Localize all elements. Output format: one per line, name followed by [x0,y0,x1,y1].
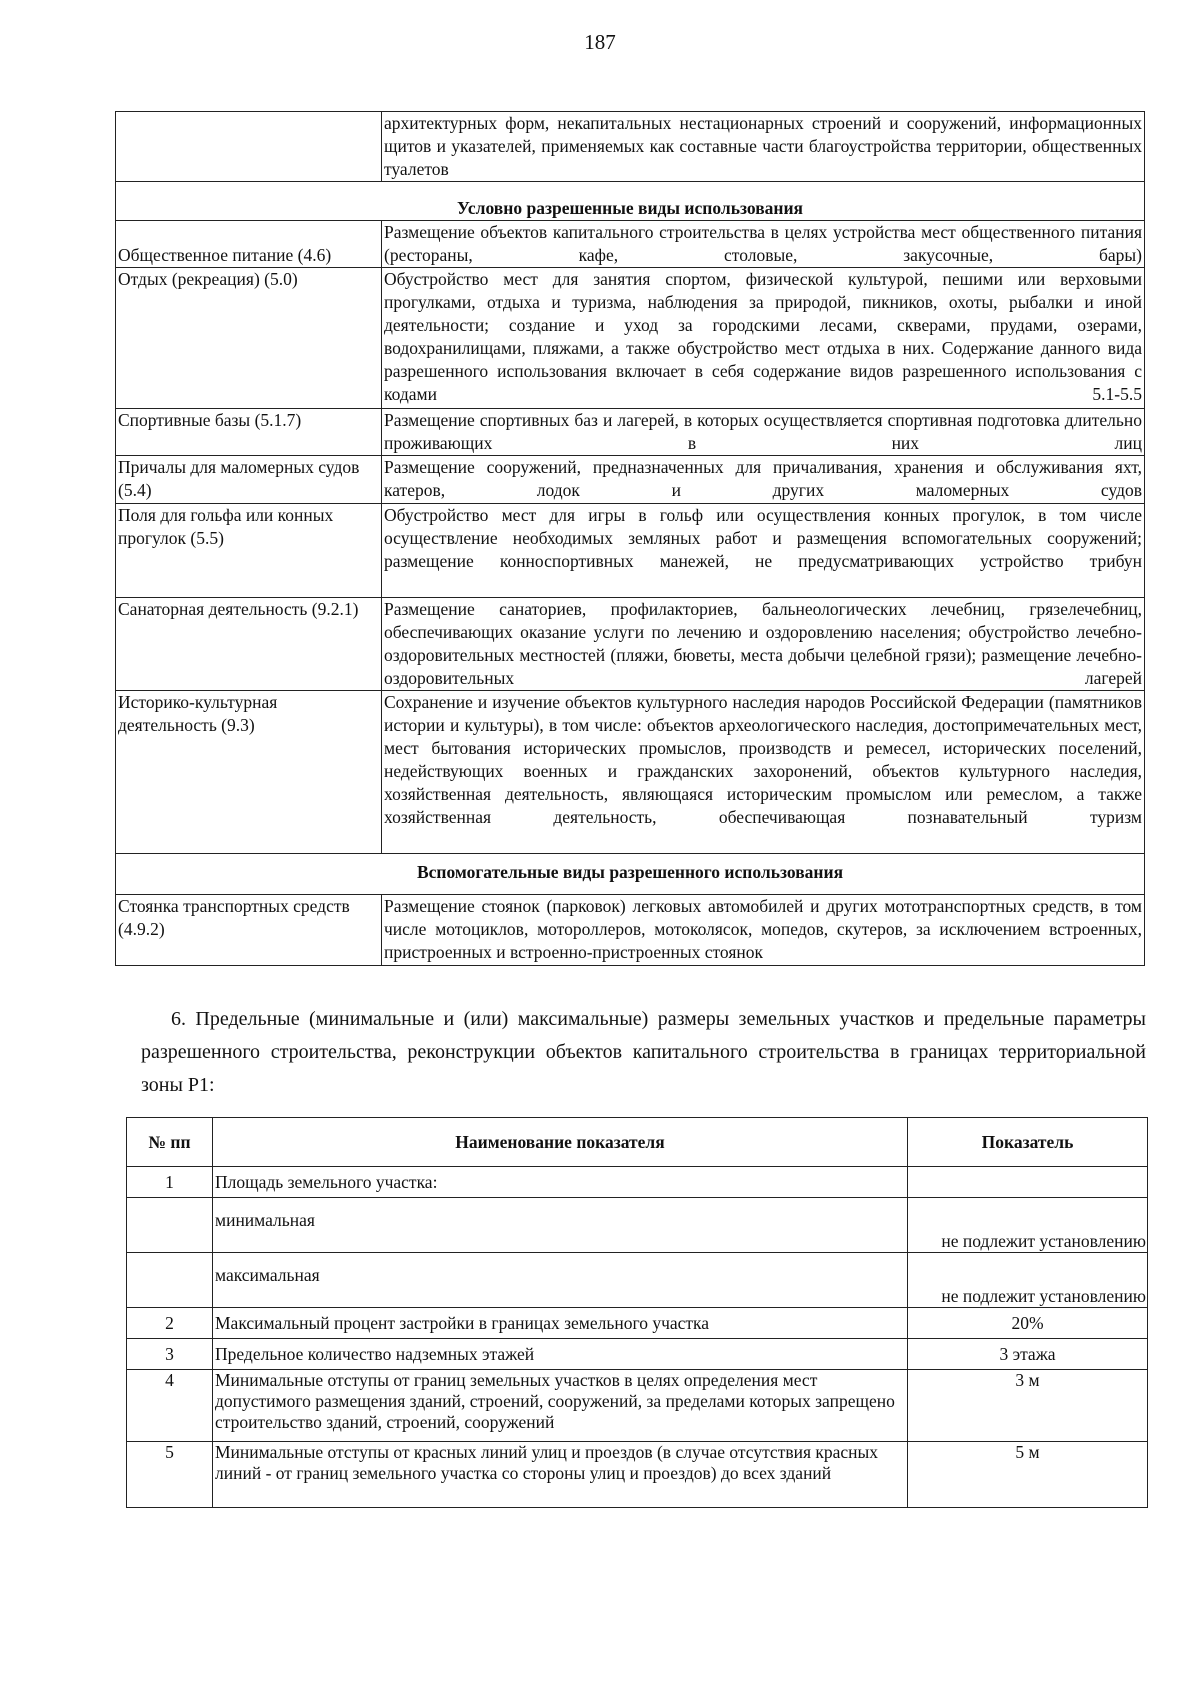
table-row [116,895,1145,966]
row-num: 4 [127,1370,213,1442]
use-name: Отдых (рекреация) (5.0) [116,268,382,409]
use-description: Размещение объектов капитального строительства в целях устройства мест общественного питания (рестораны, кафе, столовые, закусочные, бары) [382,221,1145,268]
table-row [116,456,1145,504]
table-row [127,1167,1148,1198]
row-value: 3 м [908,1370,1148,1442]
header-value: Показатель [908,1118,1148,1167]
header-num: № пп [127,1118,213,1167]
header-name: Наименование показателя [213,1118,908,1167]
use-name: Санаторная деятельность (9.2.1) [116,598,382,691]
use-name: Общественное питание (4.6) [116,221,382,268]
section-title: Вспомогательные виды разрешенного использования [116,854,1145,895]
use-name: Спортивные базы (5.1.7) [116,409,382,456]
use-description: Обустройство мест для игры в гольф или осуществления конных прогулок, в том числе осуществление необходимых земляных работ и размещения вспомогательных сооружений; размещение конноспортивных манежей, не предусматривающих устройство трибун [382,504,1145,598]
row-name: Минимальные отступы от границ земельных участков в целях определения мест допустимого размещения зданий, строений, сооружений, за пределами которых запрещено строительство зданий, строений, сооружений [213,1370,908,1442]
use-description: Обустройство мест для занятия спортом, физической культурой, пешими или верховыми прогулками, отдыха и туризма, наблюдения за природой, пикников, охоты, рыбалки и иной деятельности; создание и уход за городскими лесами, скверами, прудами, озерами, водохранилищами, пляжами, а также обустройство мест отдыха в них. Содержание данного вида разрешенного использования включает в себя содержание видов разрешенного использования с кодами 5.1-5.5 [382,268,1145,409]
use-name: Историко-культурная деятельность (9.3) [116,691,382,854]
row-num: 5 [127,1442,213,1508]
table-row [127,1442,1148,1508]
row-num: 3 [127,1339,213,1370]
row-value: не подлежит установлению [908,1198,1148,1253]
use-description: Размещение сооружений, предназначенных для причаливания, хранения и обслуживания яхт, катеров, лодок и других маломерных судов [382,456,1145,504]
row-value: 3 этажа [908,1339,1148,1370]
table-row [116,221,1145,268]
table-row [116,598,1145,691]
row-value: 5 м [908,1442,1148,1508]
row-num: 2 [127,1308,213,1339]
header-row [127,1118,1148,1167]
use-name: Причалы для маломерных судов (5.4) [116,456,382,504]
row-name: Минимальные отступы от красных линий улиц и проездов (в случае отсутствия красных линий - от границ земельного участка со стороны улиц и проездов) до всех зданий [213,1442,908,1508]
row-name: Максимальный процент застройки в границах земельного участка [213,1308,908,1339]
use-name: Стоянка транспортных средств (4.9.2) [116,895,382,966]
table-row [116,112,1145,182]
table-row [127,1308,1148,1339]
land-use-table [115,111,1145,966]
page-number: 187 [584,30,616,54]
row-name: Площадь земельного участка: [213,1167,908,1198]
section-row [116,854,1145,895]
section-title: Условно разрешенные виды использования [116,182,1145,221]
row-name: Предельное количество надземных этажей [213,1339,908,1370]
use-name: Поля для гольфа или конных прогулок (5.5) [116,504,382,598]
use-description: Размещение спортивных баз и лагерей, в которых осуществляется спортивная подготовка длительно проживающих в них лиц [382,409,1145,456]
use-description: Размещение санаториев, профилакториев, бальнеологических лечебниц, грязелечебниц, обеспечивающих оказание услуги по лечению и оздоровлению населения; обустройство лечебно-оздоровительных местностей (пляжи, бюветы, места добычи целебной грязи); размещение лечебно-оздоровительных лагерей [382,598,1145,691]
table-row [116,409,1145,456]
row-value: 20% [908,1308,1148,1339]
table-row [116,268,1145,409]
use-name [116,112,382,182]
table-row [127,1198,1148,1253]
row-name: минимальная [213,1198,908,1253]
use-description: Размещение стоянок (парковок) легковых автомобилей и других мототранспортных средств, в том числе мотоциклов, мотороллеров, мотоколясок, мопедов, скутеров, за исключением встроенных, пристроенных и встроенно-пристроенных стоянок [382,895,1145,966]
use-description: архитектурных форм, некапитальных нестационарных строений и сооружений, информационных щитов и указателей, применяемых как составные части благоустройства территории, общественных туалетов [382,112,1145,182]
parameters-table [126,1117,1148,1508]
table-row [116,504,1145,598]
row-value: не подлежит установлению [908,1253,1148,1308]
row-value [908,1167,1148,1198]
use-description: Сохранение и изучение объектов культурного наследия народов Российской Федерации (памятников истории и культуры), в том числе: объектов археологического наследия, достопримечательных мест, мест бытования исторических промыслов, производств и ремесел, исторических поселений, недействующих военных и гражданских захоронений, объектов культурного наследия, хозяйственная деятельность, являющаяся историческим промыслом или ремеслом, а также хозяйственная деятельность, обеспечивающая познавательный туризм [382,691,1145,854]
table-row [127,1339,1148,1370]
row-name: максимальная [213,1253,908,1308]
section-6-paragraph: 6. Предельные (минимальные и (или) максимальные) размеры земельных участков и предельные параметры разрешенного строительства, реконструкции объектов капитального строительства в границах территориальной зоны Р1: [141,1008,1146,1096]
row-num [127,1198,213,1253]
row-num: 1 [127,1167,213,1198]
table-row [127,1370,1148,1442]
table-row [116,691,1145,854]
section-row [116,182,1145,221]
table-row [127,1253,1148,1308]
row-num [127,1253,213,1308]
